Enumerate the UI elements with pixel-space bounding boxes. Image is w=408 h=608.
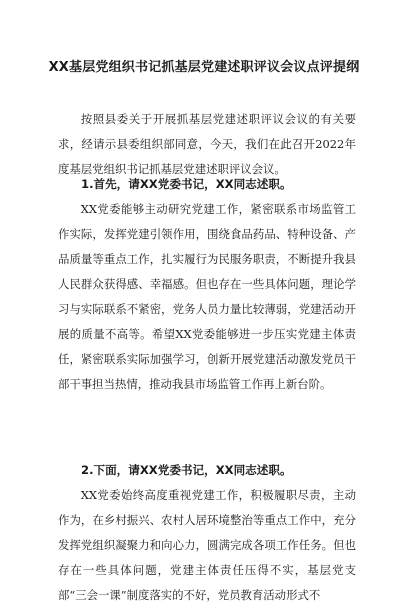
section-heading-1: 1.首先，请XX党委书记，XX同志述职。	[81, 177, 292, 191]
section-heading-2: 2.下面，请XX党委书记，XX同志述职。	[81, 463, 292, 477]
document-title: XX基层党组织书记抓基层党建述职评议会议点评提纲	[48, 60, 360, 75]
intro-paragraph: 按照县委关于开展抓基层党建述职评议会议的有关要求，经请示县委组织部同意，今天，我们在此召开2022年度基层党组织书记抓基层党建述职评议会议。	[58, 112, 356, 176]
section-body-2: XX党委始终高度重视党建工作，积极履职尽责，主动作为，在乡村振兴、农村人居环境整治等重点工作中，充分发挥党组织凝聚力和向心力，圆满完成各项工作任务。但也存在一些具体问题，党建主体责任压得不实，基层党支部“三会一课”制度落实的不好，党员教育活动形式不	[58, 488, 356, 602]
section-body-1: XX党委能够主动研究党建工作，紧密联系市场监管工作实际，发挥党建引领作用，围绕食品药品、特种设备、产品质量等重点工作，扎实履行为民服务职责，不断提升我县人民群众获得感、幸福感。但也存在一些具体问题，理论学习与实际联系不紧密，党务人员力量比较薄弱，党建活动开展的质量不高等。希望XX党委能够进一步压实党建主体责任，紧密联系实际加强学习，创新开展党建活动激发党员干部干事担当热情，推动我县市场监管工作再上新台阶。	[58, 202, 356, 391]
